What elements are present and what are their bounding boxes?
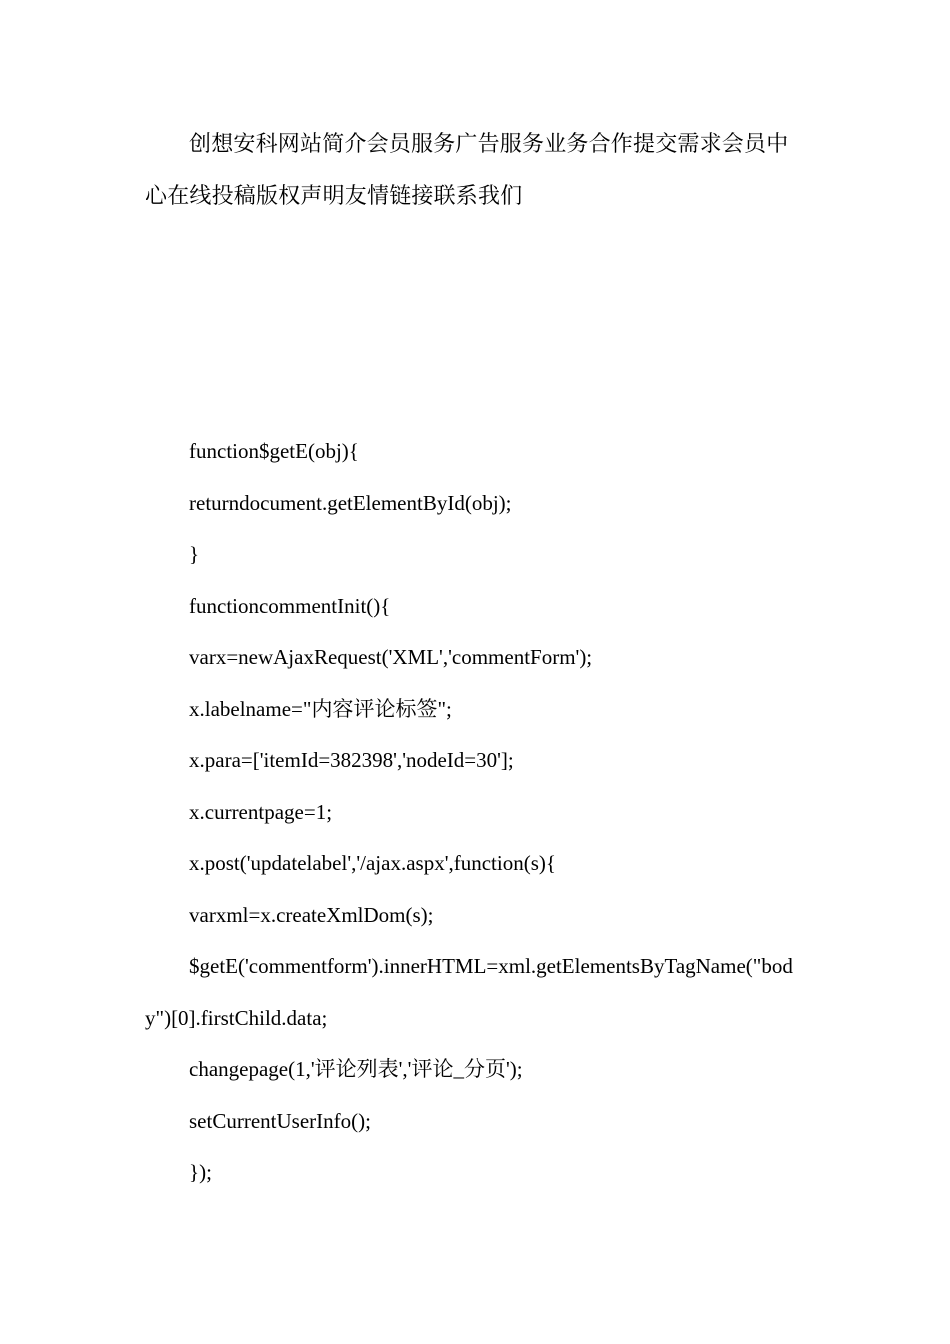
site-links-paragraph: 创想安科网站简介会员服务广告服务业务合作提交需求会员中心在线投稿版权声明友情链接联系我们 — [145, 131, 789, 208]
code-line: x.post('updatelabel','/ajax.aspx',function(s){ — [189, 851, 556, 875]
code-line: x.currentpage=1; — [189, 799, 333, 824]
code-line: setCurrentUserInfo(); — [189, 1108, 371, 1133]
code-line: changepage(1,'评论列表','评论_分页'); — [189, 1057, 523, 1081]
code-line: x.para=['itemId=382398','nodeId=30']; — [189, 748, 514, 772]
code-line: }); — [189, 1160, 212, 1184]
code-line: $getE('commentform').innerHTML=xml.getElementsByTagName("body")[0].firstChild.data; — [145, 954, 793, 1030]
code-block — [145, 426, 810, 1199]
code-line: x.labelname="内容评论标签"; — [189, 696, 452, 721]
code-line: returndocument.getElementById(obj); — [189, 490, 512, 515]
code-line: } — [189, 542, 200, 566]
code-line: functioncommentInit(){ — [189, 593, 391, 618]
code-line: varx=newAjaxRequest('XML','commentForm'); — [189, 645, 593, 669]
code-line: varxml=x.createXmlDom(s); — [189, 902, 434, 927]
code-line: function$getE(obj){ — [189, 439, 359, 463]
